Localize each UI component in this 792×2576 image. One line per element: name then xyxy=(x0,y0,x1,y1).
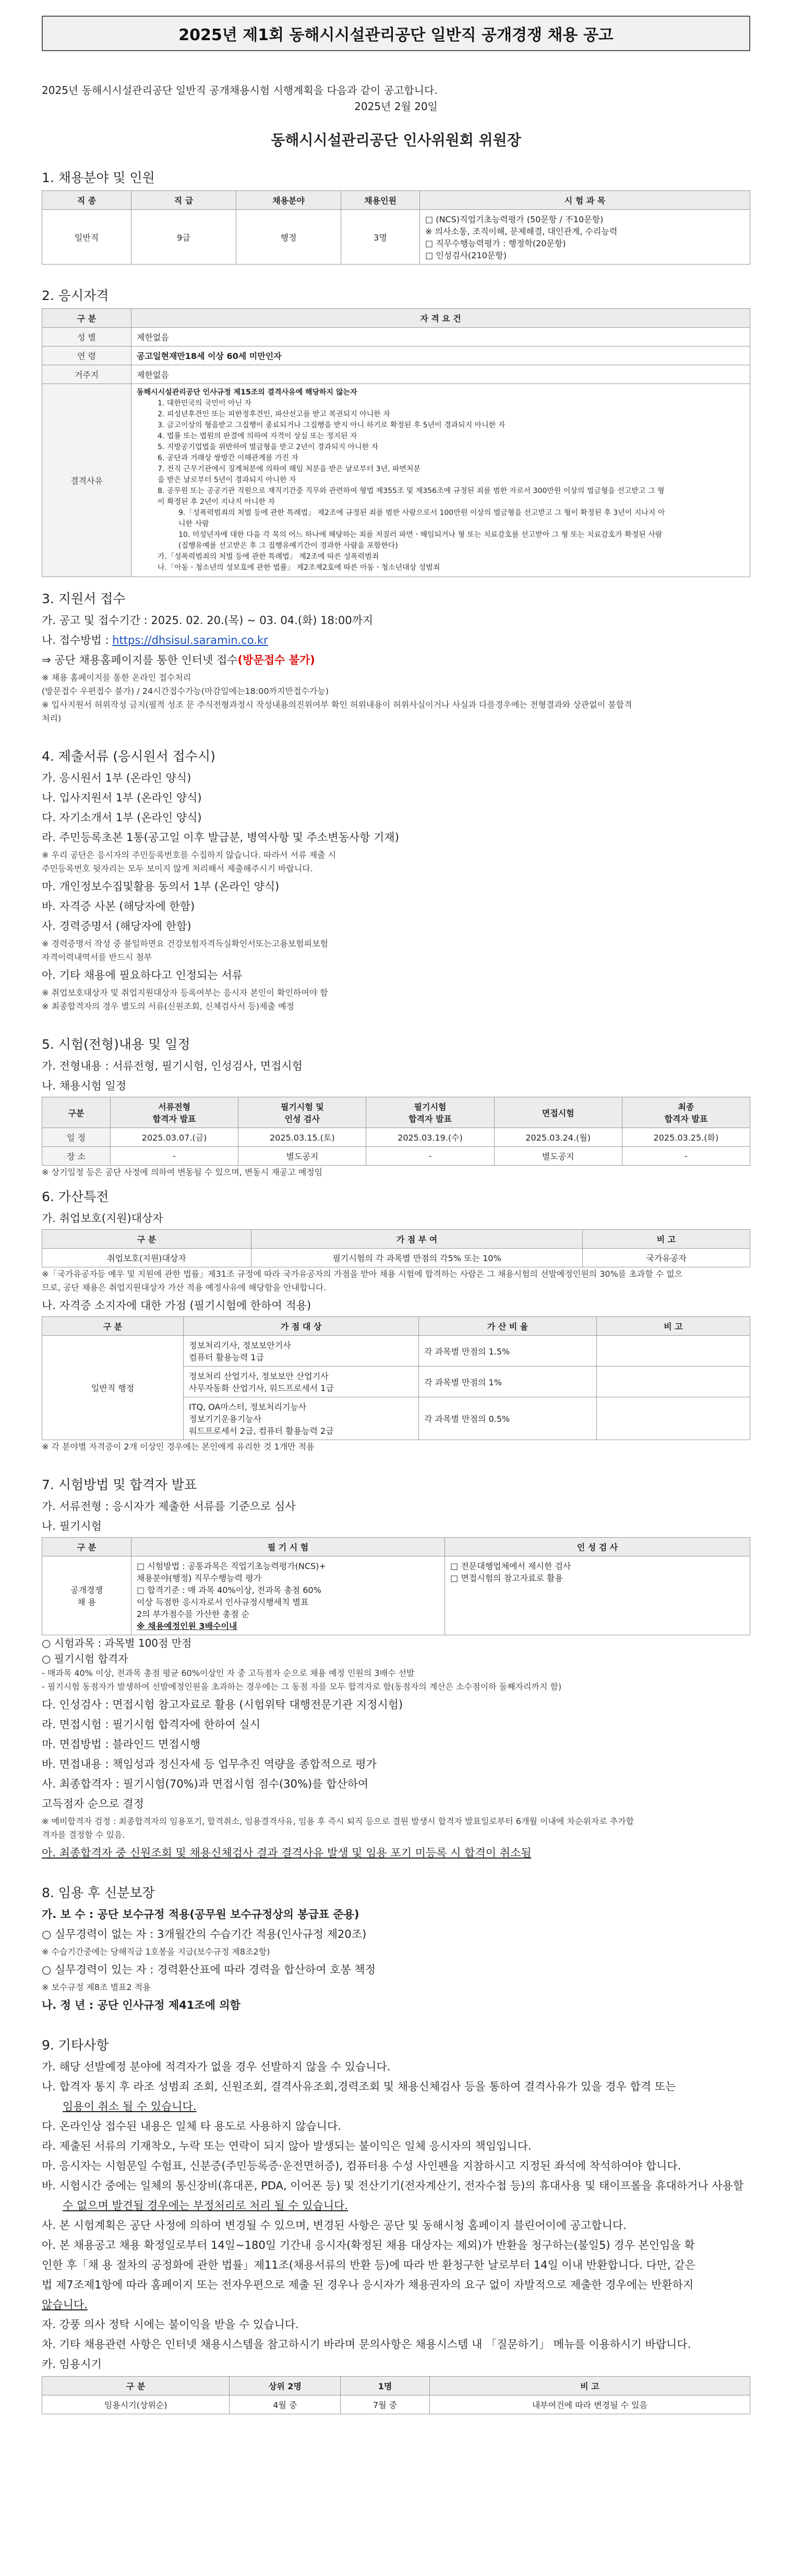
disq-head: 동해시시설관리공단 인사규정 제15조의 결격사유에 해당하지 않는자 xyxy=(137,388,357,397)
written-exam-details xyxy=(131,1556,445,1635)
schedule-cell: 2025.03.25.(화) xyxy=(622,1128,750,1147)
schedule-cell: 2025.03.15.(토) xyxy=(238,1128,366,1147)
row-key: 장 소 xyxy=(42,1147,111,1166)
recruitment-table xyxy=(42,190,750,265)
section-title: 8. 임용 후 신분보장 xyxy=(42,1885,155,1900)
section-title: 2. 응시자격 xyxy=(42,288,109,303)
section-title: 7. 시험방법 및 합격자 발표 xyxy=(42,1477,197,1492)
exam-detail: 마. 면접방법 : 블라인드 면접시행 xyxy=(42,1738,201,1751)
col-header: 상위 2명 xyxy=(230,2377,341,2395)
misc-item: 마. 응시자는 시험문일 수험표, 신분증(주민등록증·운전면허증), 컴퓨터용 수성 사인펜을 지참하시고 지정된 좌석에 착석하여야 합니다. xyxy=(42,2160,681,2172)
protection-type: 취업보호(지원)대상자 xyxy=(42,1249,251,1267)
schedule-cell: 2025.03.07.(금) xyxy=(111,1128,238,1147)
cert-type: 일반직 행정 xyxy=(42,1336,184,1440)
misc-item: 다. 온라인상 접수된 내용은 일체 타 용도로 사용하지 않습니다. xyxy=(42,2120,341,2132)
disq-item: 2. 피성년후견인 또는 피한정후견인, 파산선고를 받고 복권되지 아니한 자 xyxy=(158,410,390,418)
exam-detail: 바. 면접내용 : 책임성과 정신자세 등 업무추진 역량을 종합적으로 평가 xyxy=(42,1758,377,1770)
doc-item: 아. 기타 채용에 필요하다고 인정되는 서류 xyxy=(42,969,243,981)
doc-item: 나. 입사지원서 1부 (온라인 양식) xyxy=(42,792,202,804)
misc-item: 법 제7조제1항에 따라 홈페이지 또는 전자우편으로 제출 된 경우나 응시자가 채용권자의 요구 없이 자발적으로 제출한 경우에는 반환하지 xyxy=(42,2279,694,2291)
section-qualification xyxy=(42,285,750,577)
doc-item: 마. 개인정보수집및활용 동의서 1부 (온라인 양식) xyxy=(42,880,280,893)
schedule-cell: 별도공지 xyxy=(238,1147,366,1166)
appointment-cell: 7월 중 xyxy=(341,2395,429,2414)
job-count: 3명 xyxy=(341,210,420,265)
exam-detail: 라. 면접시험 : 필기시험 합격자에 한하여 실시 xyxy=(42,1718,260,1731)
col-header: 비 고 xyxy=(583,1230,750,1249)
section-exam-method xyxy=(42,1475,750,1862)
note-line: 므로, 공단 채용은 취업지원대상자 가산 적용 예정사유에 해당함을 안내합니다. xyxy=(42,1283,327,1292)
row-value: 제한없음 xyxy=(131,365,750,384)
schedule-cell: - xyxy=(622,1147,750,1166)
misc-item: 자. 강풍 의사 정탁 시에는 불이익을 받을 수 있습니다. xyxy=(42,2318,299,2331)
appointment-cell: 내부여건에 따라 변경될 수 있음 xyxy=(429,2395,750,2414)
note-line: 주민등록번호 뒷자리는 모두 보이지 않게 처리해서 제출해주시기 바랍니다. xyxy=(42,864,313,873)
subject-line: ※ 의사소통, 조직이해, 문제해결, 대인관계, 수리능력 xyxy=(425,226,618,236)
salary-item: ※ 수습기간중에는 당해직급 1호봉을 지급(보수규정 제8조2항) xyxy=(42,1947,270,1957)
doc-item: 라. 주민등록초본 1통(공고일 이후 발급분, 병역사항 및 주소변동사항 기재) xyxy=(42,831,399,844)
written-line: 채용분야(행정) 직무수행능력 평가 xyxy=(137,1573,262,1583)
disq-item: 8. 공무원 또는 공공기관 직원으로 재직기간중 직무와 관련하여 형법 제355조 및 제356조에 규정된 죄를 범한 자로서 300만원 이상의 벌금형을 선고받고 그 형 xyxy=(158,487,665,495)
row-key: 연 령 xyxy=(42,346,131,365)
section-status xyxy=(42,1883,750,2014)
disq-item: 5. 지방공기업법을 위반하여 벌금형을 받고 2년이 경과되지 아니한 자 xyxy=(158,443,379,451)
col-header: 구 분 xyxy=(42,309,131,328)
exam-b: 나. 필기시험 xyxy=(42,1520,102,1532)
appointment-cell: 임용시기(상위순) xyxy=(42,2395,230,2414)
section-application xyxy=(42,589,750,725)
section-title: 1. 채용분야 및 인원 xyxy=(42,170,155,185)
misc-item: 차. 기타 채용관련 사항은 인터넷 채용시스템을 참고하시기 바라며 문의사항은 채용시스템 내 「질문하기」 메뉴를 이용하시기 바랍니다. xyxy=(42,2338,691,2351)
exam-detail: - 필기시험 동점자가 발생하여 선발예정인원을 초과하는 경우에는 그 동점 자를 모두 합격자로 함(동점자의 계산은 소수점이하 둘째자리까지 함) xyxy=(42,1682,562,1692)
col-header: 직 급 xyxy=(131,191,236,210)
retirement-info: 나. 정 년 : 공단 인사규정 제41조에 의함 xyxy=(42,1999,241,2011)
application-method xyxy=(42,631,750,649)
exam-detail: - 매과목 40% 이상, 전과목 총점 평균 60%이상인 자 중 고득점자 순으로 채용 예정 인원의 3배수 선발 xyxy=(42,1668,415,1678)
section-title: 4. 제출서류 (응시원서 접수시) xyxy=(42,749,215,764)
exam-detail: ○ 필기시험 합격자 xyxy=(42,1652,128,1665)
salary-info: 가. 보 수 : 공단 보수규정 적용(공무원 보수규정상의 봉급표 준용) xyxy=(42,1908,359,1921)
certificate-table xyxy=(42,1316,750,1440)
misc-item: 인한 후「채 용 절차의 공정화에 관한 법률」제11조(채용서류의 반환 등)에 따라 반 환청구한 날로부터 14일 이내 반환합니다. 다만, 같은 xyxy=(42,2259,695,2271)
col-header: 구 분 xyxy=(42,1317,184,1336)
row-key: 결격사유 xyxy=(42,384,131,577)
bonus-a-label: 가. 취업보호(지원)대상자 xyxy=(42,1212,163,1225)
written-line: 2의 부가점수를 가산한 총점 순 xyxy=(137,1609,249,1619)
exam-table xyxy=(42,1537,750,1635)
note-line: 처리) xyxy=(42,713,62,723)
exam-final-note: 아. 최종합격자 중 신원조회 및 채용신체검사 결과 결격사유 발생 및 임용 포기 미등록 시 합격이 취소됨 xyxy=(42,1847,532,1859)
protection-table xyxy=(42,1229,750,1267)
schedule-content: 가. 전형내용 : 서류전형, 필기시험, 인성검사, 면접시험 xyxy=(42,1060,303,1072)
disq-item: 6. 공단과 거래상 쌍방간 이해관계를 가진 자 xyxy=(158,454,298,462)
qualification-table xyxy=(42,308,750,577)
intro-text: 2025년 동해시시설관리공단 일반직 공개채용시험 시행계획을 다음과 같이 공고합니다. xyxy=(42,84,438,97)
appointment-cell: 4월 중 xyxy=(230,2395,341,2414)
note-line: 자격이력내역서를 반드시 첨부 xyxy=(42,952,152,962)
note-line: ※ 채용 홈페이지를 통한 온라인 접수처리 xyxy=(42,673,191,682)
personality-line: □ 전문대행업체에서 제시한 검사 xyxy=(450,1561,571,1571)
cert-note xyxy=(597,1367,750,1397)
col-header: 1명 xyxy=(341,2377,429,2395)
misc-item: 사. 본 시험계획은 공단 사정에 의하여 변경될 수 있으며, 변경된 사항은 공단 및 동해시청 홈페이지 블린어이에 공고합니다. xyxy=(42,2219,627,2232)
row-key: 거주지 xyxy=(42,365,131,384)
row-value: 공고일현재만18세 이상 60세 미만인자 xyxy=(131,346,750,365)
disqualification-list xyxy=(131,384,750,577)
notice-title: 2025년 제1회 동해시시설관리공단 일반직 공개경쟁 채용 공고 xyxy=(42,16,750,51)
schedule-cell: - xyxy=(111,1147,238,1166)
col-header: 가 점 부 여 xyxy=(251,1230,583,1249)
col-header: 채용인원 xyxy=(341,191,420,210)
exam-detail: 사. 최종합격자 : 필기시험(70%)과 면접시험 점수(30%)를 합산하여 xyxy=(42,1778,369,1790)
row-key: 공개경쟁 채 용 xyxy=(42,1556,131,1635)
method-note xyxy=(42,651,750,669)
col-header: 구 분 xyxy=(42,1538,131,1556)
doc-item: 다. 자기소개서 1부 (온라인 양식) xyxy=(42,811,202,824)
row-key: 성 별 xyxy=(42,328,131,346)
disq-item: 가.「성폭력범죄의 처벌 등에 관한 특례법」 제2조에 따른 성폭력범죄 xyxy=(158,553,379,561)
exam-a: 가. 서류전형 : 응시자가 제출한 서류를 기준으로 심사 xyxy=(42,1500,296,1513)
method-note-text: ⇒ 공단 채용홈페이지를 통한 인터넷 접수 xyxy=(42,654,238,666)
cert-target xyxy=(184,1397,419,1440)
row-key: 일 정 xyxy=(42,1128,111,1147)
personality-line: □ 면접시험의 참고자료로 활용 xyxy=(450,1573,563,1583)
cert-line: 정보처리기사, 정보보안기사 xyxy=(189,1340,291,1350)
exam-detail: 격자를 결정할 수 있음. xyxy=(42,1830,125,1840)
col-header: 필기시험 합격자 발표 xyxy=(366,1097,494,1128)
written-line: 이상 득점한 응시자로서 인사규정시행세칙 별표 xyxy=(137,1597,309,1607)
doc-item: 가. 응시원서 1부 (온라인 양식) xyxy=(42,772,191,784)
cert-note xyxy=(597,1336,750,1367)
written-line-emphasis: ※ 채용예정인원 3배수이내 xyxy=(137,1621,237,1631)
doc-item: 사. 경력증명서 (해당자에 한함) xyxy=(42,920,191,932)
section-title: 9. 기타사항 xyxy=(42,2038,109,2053)
section-documents xyxy=(42,746,750,1013)
appointment-table xyxy=(42,2376,750,2414)
misc-item: 바. 시험시간 중에는 일체의 통신장비(휴대폰, PDA, 이어폰 등) 및 전산기기(전자계산기, 전자수첩 등)의 휴대사용 및 태이프롤을 휴대하거나 사용할 xyxy=(42,2179,744,2192)
application-period: 가. 공고 및 접수기간 : 2025. 02. 20.(목) ~ 03. 04.(화) 18:00까지 xyxy=(42,614,374,627)
cert-note xyxy=(597,1397,750,1440)
section-recruitment xyxy=(42,167,750,265)
col-header: 인 성 검 사 xyxy=(445,1538,750,1556)
misc-item: 수 없으며 발견될 경우에는 부정처리로 처리 될 수 있습니다. xyxy=(63,2199,348,2212)
misc-item: 가. 해당 선발예정 분야에 적격자가 없을 경우 선발하지 않을 수 있습니다. xyxy=(42,2060,391,2073)
written-line: □ 합격기준 : 매 과목 40%이상, 전과목 총점 60% xyxy=(137,1585,321,1595)
disq-item: 10. 미성년자에 대한 다음 각 목의 어느 하나에 해당하는 죄를 저질러 파면ㆍ해임되거나 형 또는 치료감호를 선고받아 그 형 또는 치료감호가 확정된 사람 xyxy=(178,531,663,539)
col-header: 서류전형 합격자 발표 xyxy=(111,1097,238,1128)
cert-line: 워드프로세서 2급, 컴퓨터 활용능력 2급 xyxy=(189,1426,334,1436)
cert-line: 사무자동화 산업기사, 워드프로세서 1급 xyxy=(189,1383,334,1393)
misc-item: 않습니다. xyxy=(42,2298,88,2311)
written-line: □ 시험방법 : 공통과목은 직업기초능력평가(NCS)+ xyxy=(137,1561,326,1571)
col-header: 필기시험 및 인성 검사 xyxy=(238,1097,366,1128)
misc-item: 임용이 취소 될 수 있습니다. xyxy=(63,2100,197,2113)
protection-points: 필기시험의 각 과목별 만점의 각5% 또는 10% xyxy=(251,1249,583,1267)
notice-page xyxy=(42,16,750,2414)
bonus-b-label: 나. 자격증 소지자에 대한 가점 (필기시험에 한하여 적용) xyxy=(42,1299,311,1312)
misc-item: 카. 임용시기 xyxy=(42,2358,102,2370)
cert-target xyxy=(184,1367,419,1397)
disq-item: (집행유예를 선고받은 후 그 집행유예기간이 경과한 사람을 포함한다) xyxy=(178,542,398,550)
misc-item: 나. 합격자 통지 후 라조 성범죄 조회, 신원조회, 결격사유조회,경력조회 및 채용신체검사 등을 통하여 결격사유가 있을 경우 합격 또는 xyxy=(42,2080,676,2093)
method-label: 나. 접수방법 : xyxy=(42,634,113,646)
disq-item: 7. 전직 근무기관에서 징계처분에 의하여 해임 처분을 받은 날로부터 3년, 파면처분 xyxy=(158,465,421,473)
doc-item: 바. 자격증 사본 (해당자에 한함) xyxy=(42,900,195,913)
protection-note: 국가유공자 xyxy=(583,1249,750,1267)
note-line: ※ 경력증명서 작성 중 불일하면요 건강보험자격득실확인서또는고용보험피보험 xyxy=(42,939,328,949)
col-header: 필 기 시 험 xyxy=(131,1538,445,1556)
disq-item: 9.「성폭력범죄의 처벌 등에 관한 특례법」 제2조에 규정된 죄를 범한 사람으로서 100만원 이상의 벌금형을 선고받고 그 형이 확정된 후 3년이 지나지 아 xyxy=(178,509,665,517)
col-header: 면접시험 xyxy=(494,1097,622,1128)
disq-item: 이 확정된 후 2년이 지나지 아니한 자 xyxy=(158,498,275,506)
job-field: 행정 xyxy=(236,210,341,265)
issuing-organization: 동해시시설관리공단 인사위원회 위원장 xyxy=(271,131,521,149)
disq-item: 나.「아동ㆍ청소년의 성보호에 관한 법률」 제2조제2호에 따른 아동ㆍ청소년대상 성범죄 xyxy=(158,564,440,572)
schedule-table xyxy=(42,1097,750,1166)
disq-item: 을 받은 날로부터 5년이 경과되지 아니한 자 xyxy=(158,476,296,484)
col-header: 채용분야 xyxy=(236,191,341,210)
row-value: 제한없음 xyxy=(131,328,750,346)
salary-item: ○ 실무경력이 있는 자 : 경력환산표에 따라 경력을 합산하여 호봉 책정 xyxy=(42,1963,376,1976)
col-header: 구 분 xyxy=(42,1230,251,1249)
job-grade: 9급 xyxy=(131,210,236,265)
exam-subjects xyxy=(420,210,750,265)
col-header: 가 산 비 율 xyxy=(419,1317,597,1336)
note-line: (방문접수 우편접수 불가) / 24시간접수가능(마감일에는18:00까지만접수가능) xyxy=(42,686,329,696)
col-header: 구분 xyxy=(42,1097,111,1128)
cert-target xyxy=(184,1336,419,1367)
col-header: 비 고 xyxy=(429,2377,750,2395)
disq-item: 니한 사람 xyxy=(178,520,209,528)
exam-detail: 다. 인성검사 : 면접시험 참고자료로 활용 (시험위탁 대행전문기관 지정시험) xyxy=(42,1698,403,1711)
salary-item: ○ 실무경력이 없는 자 : 3개월간의 수습기간 적용(인사규정 제20조) xyxy=(42,1928,367,1940)
cert-line: 정보기기운용기능사 xyxy=(189,1414,262,1424)
section-title: 6. 가산특전 xyxy=(42,1189,109,1204)
personality-test-details xyxy=(445,1556,750,1635)
cert-rate: 각 과목별 만점의 1.5% xyxy=(419,1336,597,1367)
salary-item: ※ 보수규정 제8조 별표2 적용 xyxy=(42,1982,151,1992)
schedule-label: 나. 채용시험 일정 xyxy=(42,1080,127,1092)
section-title: 3. 지원서 접수 xyxy=(42,591,126,606)
schedule-cell: - xyxy=(366,1147,494,1166)
schedule-cell: 2025.03.24.(월) xyxy=(494,1128,622,1147)
col-header: 구 분 xyxy=(42,2377,230,2395)
col-header: 직 종 xyxy=(42,191,131,210)
cert-rate: 각 과목별 만점의 0.5% xyxy=(419,1397,597,1440)
subject-line: □ 인성검사(210문항) xyxy=(425,250,507,260)
note-line: ※ 우리 공단은 응시자의 주민등록번호를 수집하지 않습니다. 따라서 서류 제출 시 xyxy=(42,850,336,860)
cert-rate: 각 과목별 만점의 1% xyxy=(419,1367,597,1397)
notice-date: 2025년 2월 20일 xyxy=(354,100,438,113)
cert-line: ITQ, OA마스터, 정보처리기능사 xyxy=(189,1402,307,1412)
job-type: 일반직 xyxy=(42,210,131,265)
note-line: ※ 취업보호대상자 및 취업지원대상자 등록여부는 응시자 본인이 확인하여야 함 xyxy=(42,988,328,998)
disq-item: 1. 대한민국의 국민이 아닌 자 xyxy=(158,399,251,408)
section-title: 5. 시험(전형)내용 및 일정 xyxy=(42,1037,190,1052)
note-line: ※ 상기일정 등은 공단 사정에 의하여 변동될 수 있으며, 변동시 재공고 예정임 xyxy=(42,1167,323,1177)
schedule-cell: 2025.03.19.(수) xyxy=(366,1128,494,1147)
section-schedule xyxy=(42,1034,750,1179)
note-line: ※「국가유공자등 예우 및 지원에 관한 법률」제31조 규정에 따라 국가유공자의 가점을 받아 채용 시험에 합격하는 사람은 그 채용시험의 선발예정인원의 30%를 초과할 수 없으 xyxy=(42,1269,683,1279)
subject-line: □ 직무수행능력평가 : 행정학(20문항) xyxy=(425,238,566,248)
application-site-link[interactable]: https://dhsisul.saramin.co.kr xyxy=(112,634,268,646)
note-line: ※ 각 분야별 자격증이 2개 이상인 경우에는 본인에게 유리한 것 1개만 적용 xyxy=(42,1442,315,1452)
disq-item: 4. 법률 또는 법원의 판결에 의하여 자격이 상실 또는 정지된 자 xyxy=(158,432,357,440)
misc-item: 라. 제출된 서류의 기재착오, 누락 또는 연락이 되지 않아 발생되는 불이익은 일체 응시자의 책임입니다. xyxy=(42,2140,532,2152)
note-line: ※ 최종합격자의 경우 별도의 서류(신원조회, 신체검사서 등)제출 예정 xyxy=(42,1001,294,1011)
subject-line: □ (NCS)직업기초능력평가 (50문항 / 不10문항) xyxy=(425,214,604,224)
schedule-cell: 별도공지 xyxy=(494,1147,622,1166)
col-header: 가 점 대 상 xyxy=(184,1317,419,1336)
cert-line: 컴퓨터 활용능력 1급 xyxy=(189,1352,264,1362)
section-bonus xyxy=(42,1187,750,1454)
col-header: 최종 합격자 발표 xyxy=(622,1097,750,1128)
note-line: ※ 입사지원서 허위작성 금지(필적 성조 문 주식전형과정시 작성내용의진위여부 확인 허위내용이 허위사실이거나 사실과 다를경우에는 전형결과와 상관없이 불합격 xyxy=(42,700,632,710)
col-header: 비 고 xyxy=(597,1317,750,1336)
cert-line: 정보처리 산업기사, 정보보안 산업기사 xyxy=(189,1371,329,1381)
exam-detail: 고득점자 순으로 결정 xyxy=(42,1798,144,1810)
col-header: 시 험 과 목 xyxy=(420,191,750,210)
misc-item: 아. 본 채용공고 채용 확정일로부터 14일~180일 기간내 응시자(확정된 채용 대상자는 제외)가 반환을 청구하는(불일5) 경우 본인임을 확 xyxy=(42,2239,695,2251)
no-visit-warning: (방문접수 불가) xyxy=(237,654,315,666)
col-header: 자 격 요 건 xyxy=(131,309,750,328)
exam-detail: ※ 예비합격자 검정 : 최종합격자의 임용포기, 합격취소, 임용결격사유, 임용 후 즉시 퇴직 등으로 결원 발생시 합격자 발표일로부터 6개월 이내에 차순위자로 추가합 xyxy=(42,1816,634,1826)
section-misc xyxy=(42,2035,750,2414)
exam-detail: ○ 시험과목 : 과목별 100점 만점 xyxy=(42,1637,192,1649)
disq-item: 3. 금고이상의 형을받고 그집행이 종료되거나 그집행을 받지 아니 하기로 확정된 후 5년이 경과되지 아니한 자 xyxy=(158,421,506,429)
